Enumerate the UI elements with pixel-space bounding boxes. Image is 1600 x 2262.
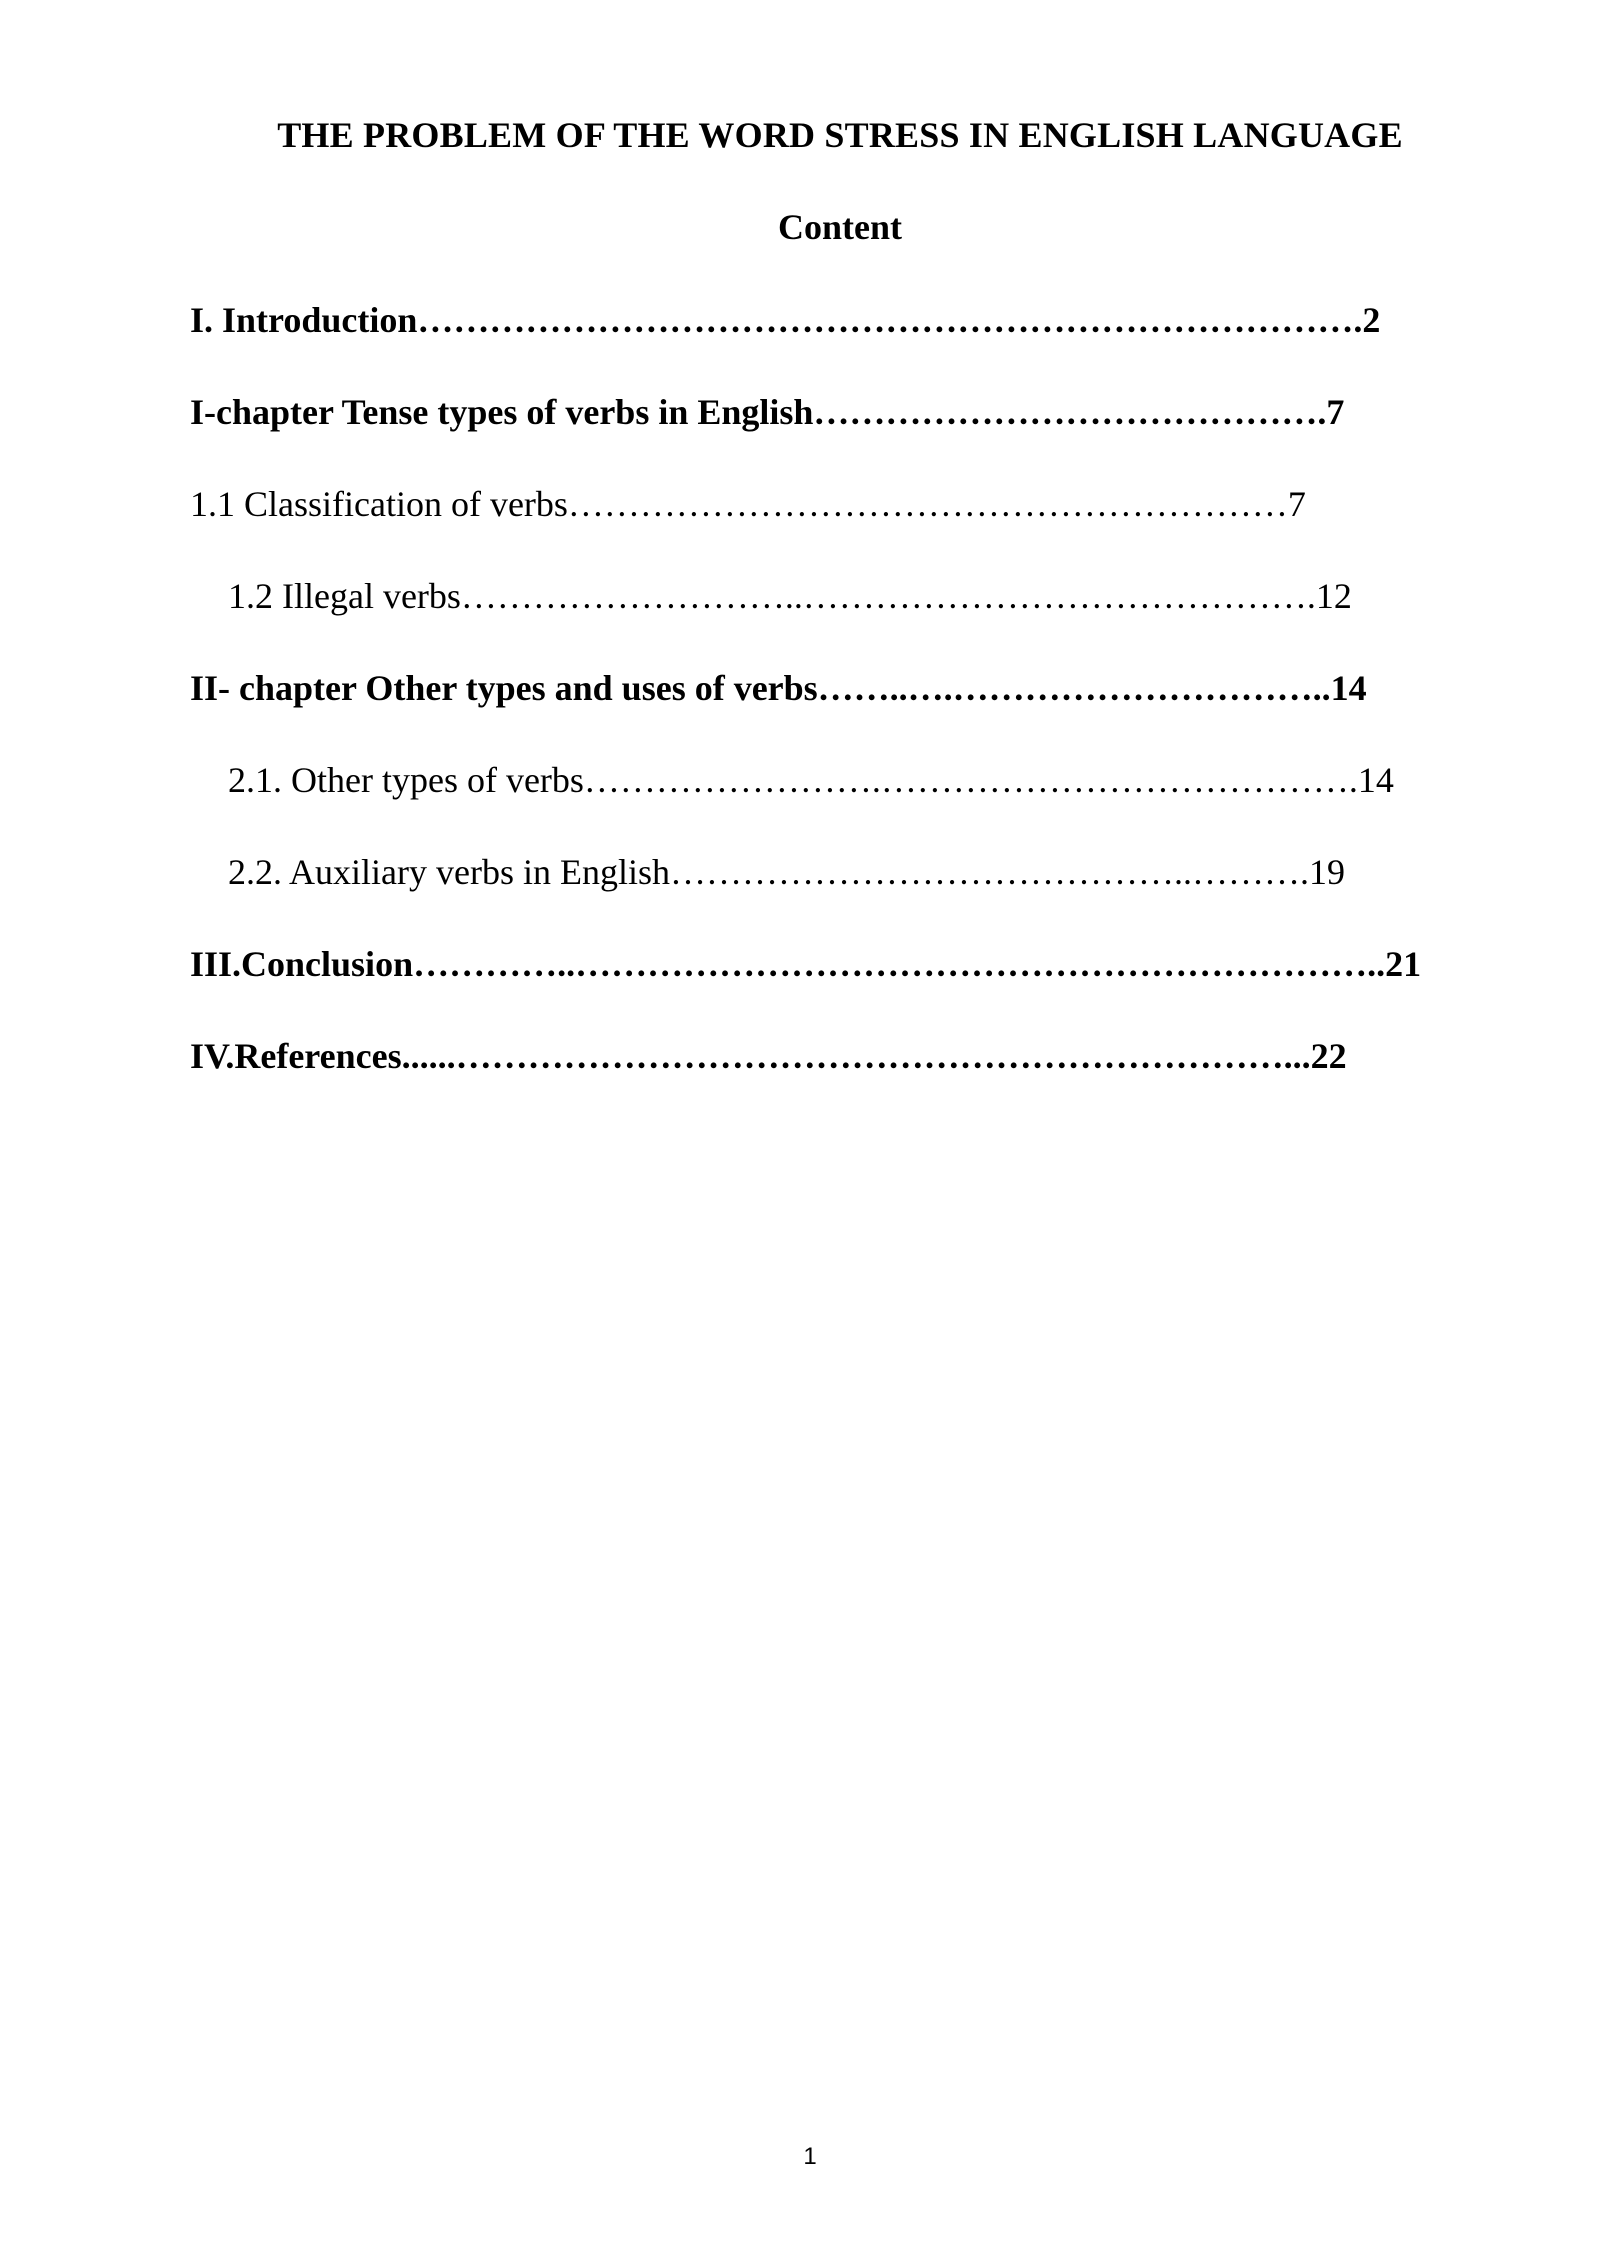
toc-entry-1-2: 1.2 Illegal verbs………………………..…………………………………….12 [228,576,1352,616]
toc-entry-chapter-2: II- chapter Other types and uses of verbs……..….…………………………..14 [190,668,1367,708]
toc-entry-1-1: 1.1 Classification of verbs……………………………………………………7 [190,484,1306,524]
toc-entry-2-1: 2.1. Other types of verbs…………………….………………………………….14 [228,760,1394,800]
page-number: 1 [803,2143,817,2170]
toc-entry-conclusion: III.Conclusion…………..…………………………………………………………..21 [190,944,1422,984]
toc-entry-references: IV.References......……………………………………………………………...22 [190,1036,1347,1076]
document-title: THE PROBLEM OF THE WORD STRESS IN ENGLISH LANGUAGE [277,115,1403,155]
toc-heading: Content [778,207,902,247]
toc-entry-chapter-1: I-chapter Tense types of verbs in English…………………………………….7 [190,392,1345,432]
toc-entry-2-2: 2.2. Auxiliary verbs in English……………………………………..……….19 [228,852,1345,892]
toc-entry-introduction: I. Introduction…………………………………………………………………….2 [190,300,1381,340]
